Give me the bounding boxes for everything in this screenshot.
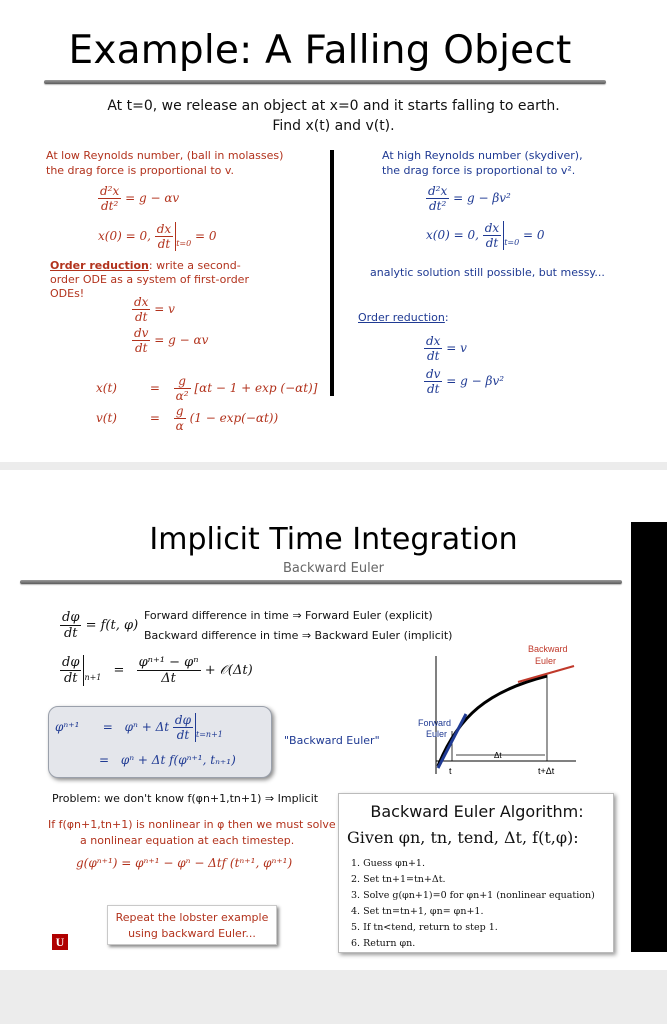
high-sys1-denominator: dt: [426, 349, 440, 363]
high-system-eq1: [424, 334, 467, 363]
box-eq1: =: [102, 720, 113, 734]
high-ode-rhs: = g − βv²: [453, 191, 511, 205]
box-r1-sub: t=n+1: [196, 730, 223, 739]
high-ode-equation: [426, 184, 511, 213]
high-reynolds-heading-line2: the drag force is proportional to v².: [382, 164, 576, 177]
ode-rhs: = g − αv: [125, 191, 180, 205]
sys1-rhs: = v: [154, 302, 175, 316]
logo-letter: U: [55, 935, 65, 949]
sol-x-denominator: α²: [175, 389, 189, 403]
sol-x-lhs: x(t): [96, 381, 117, 395]
algorithm-step: 1. Guess φn+1.: [351, 858, 425, 869]
ic-denominator: dt: [157, 237, 171, 251]
high-reynolds-heading: [382, 148, 583, 178]
low-system-eq1: [132, 295, 175, 324]
slide-subtitle: Backward Euler: [282, 561, 385, 576]
sys2-numerator: dv: [134, 326, 149, 340]
slide-title: Implicit Time Integration: [149, 522, 518, 557]
high-ic-position: x(0) = 0,: [426, 228, 479, 242]
graph-label-dt: Δt: [494, 751, 502, 760]
sol-v-lhs: v(t): [96, 411, 117, 425]
high-sys1-numerator: dx: [426, 334, 441, 348]
nonlinear-text-2: a nonlinear equation at each timestep.: [80, 834, 295, 847]
high-sys2-denominator: dt: [426, 382, 440, 396]
graph-tick-tdt: t+Δt: [538, 766, 555, 776]
ic-numerator: dx: [156, 222, 172, 236]
box-line-2: [91, 753, 236, 767]
fd-denominator: dt: [63, 671, 78, 686]
sol-x-eq: =: [149, 381, 160, 395]
fd-rhs-denominator: Δt: [161, 671, 176, 686]
backward-euler-quote: "Backward Euler": [284, 734, 380, 747]
column-divider: [330, 150, 334, 396]
algorithm-step: 5. If tn<tend, return to step 1.: [351, 922, 498, 933]
high-sys2-numerator: dv: [426, 367, 441, 381]
ode-numerator: d²x: [100, 184, 120, 198]
low-initial-conditions: [98, 222, 217, 251]
ic-eval-sub: t=0: [176, 239, 192, 248]
fd-equals: =: [113, 663, 125, 678]
ode-denominator: dt²: [100, 199, 119, 213]
backward-euler-box: [48, 706, 272, 778]
sol-x-numerator: g: [174, 374, 191, 389]
high-ode-numerator: d²x: [428, 184, 448, 198]
sol-v-numerator: g: [174, 404, 186, 419]
intro-text: [0, 96, 667, 136]
box-eq2: =: [98, 753, 110, 767]
slide-falling-object: [0, 0, 667, 462]
backward-euler-algorithm-box: [338, 793, 614, 953]
sys1-denominator: dt: [134, 310, 148, 324]
algorithm-title: Backward Euler Algorithm:: [370, 802, 584, 821]
fd-numerator: dφ: [62, 655, 80, 670]
high-order-reduction-colon: :: [444, 311, 449, 324]
finite-difference-eq: [60, 655, 253, 686]
algorithm-steps: [351, 856, 595, 952]
sol-v-rhs: (1 − exp(−αt)): [189, 411, 279, 425]
problem-text: Problem: we don't know f(φn+1,tn+1) ⇒ Implicit: [52, 792, 319, 805]
graph-curve: [438, 676, 547, 766]
sys2-rhs: = g − αv: [154, 333, 209, 347]
ic-rhs: = 0: [195, 229, 217, 243]
ic-position: x(0) = 0,: [98, 229, 151, 243]
fd-error-term: + 𝒪(Δt): [204, 663, 253, 678]
backward-difference-text: Backward difference in time ⇒ Backward Euler (implicit): [144, 629, 453, 642]
def-rhs: = f(t, φ): [85, 618, 139, 633]
graph-tick-t: t: [449, 766, 452, 776]
high-initial-conditions: [426, 221, 545, 250]
algorithm-given: Given φn, tn, tend, Δt, f(t,φ):: [347, 828, 579, 847]
order-reduction-text1: : write a second-: [148, 259, 241, 272]
def-denominator: dt: [63, 626, 78, 641]
low-reynolds-heading: [46, 148, 283, 178]
high-order-reduction-label: Order reduction: [358, 311, 445, 324]
def-numerator: dφ: [62, 610, 80, 625]
graph-label-backward-2: Euler: [535, 656, 557, 666]
high-sys1-rhs: = v: [446, 341, 467, 355]
box-lhs: φⁿ⁺¹: [55, 720, 80, 734]
backward-euler-graph: [408, 636, 628, 781]
lobster-line-2: using backward Euler...: [128, 927, 256, 940]
slide-title: Example: A Falling Object: [68, 28, 572, 73]
sys2-denominator: dt: [134, 341, 148, 355]
high-ic-rhs: = 0: [523, 228, 545, 242]
ode-definition: [60, 610, 138, 641]
intro-line-1: At t=0, we release an object at x=0 and it starts falling to earth.: [107, 98, 560, 114]
algorithm-step: 2. Set tn+1=tn+Δt.: [351, 874, 446, 885]
high-ode-denominator: dt²: [428, 199, 447, 213]
graph-label-forward-1: Forward: [418, 718, 452, 728]
high-ic-denominator: dt: [485, 236, 499, 250]
order-reduction-text3: ODEs!: [50, 287, 85, 300]
university-logo: [52, 934, 68, 950]
box-r1a: φⁿ + Δt: [124, 720, 170, 734]
box-r1-denominator: dt: [176, 728, 190, 742]
lobster-example-note: [107, 905, 277, 945]
high-order-reduction: [358, 311, 449, 324]
forward-difference-text: Forward difference in time ⇒ Forward Euler (explicit): [144, 609, 433, 622]
solution-v: [96, 404, 278, 433]
fd-rhs-numerator: φⁿ⁺¹ − φⁿ: [138, 655, 199, 670]
low-ode-equation: [98, 184, 179, 213]
box-r2: φⁿ + Δt f(φⁿ⁺¹, tₙ₊₁): [120, 753, 236, 767]
low-reynolds-heading-line1: At low Reynolds number, (ball in molasses): [46, 149, 284, 162]
algorithm-step: 6. Return φn.: [351, 938, 416, 949]
algorithm-step: 4. Set tn=tn+1, φn= φn+1.: [351, 906, 484, 917]
sys1-numerator: dx: [134, 295, 149, 309]
analytic-note: analytic solution still possible, but messy...: [370, 266, 605, 279]
fd-eval-sub: n+1: [84, 673, 102, 682]
high-sys2-rhs: = g − βv²: [446, 374, 505, 388]
nonlinear-text-1: If f(φn+1,tn+1) is nonlinear in φ then we must solve: [48, 818, 336, 831]
lobster-line-1: Repeat the lobster example: [115, 911, 269, 924]
g-equation: g(φⁿ⁺¹) = φⁿ⁺¹ − φⁿ − Δtf (tⁿ⁺¹, φⁿ⁺¹): [76, 856, 293, 870]
algorithm-step: 3. Solve g(φn+1)=0 for φn+1 (nonlinear equation): [351, 890, 595, 901]
low-reynolds-heading-line2: the drag force is proportional to v.: [46, 164, 235, 177]
high-reynolds-heading-line1: At high Reynolds number (skydiver),: [382, 149, 583, 162]
high-system-eq2: [424, 367, 504, 396]
sol-x-rhs: [αt − 1 + exp (−αt)]: [194, 381, 318, 395]
intro-line-2: Find x(t) and v(t).: [272, 118, 395, 134]
order-reduction-text2: order ODE as a system of first-order: [50, 273, 249, 286]
high-ic-eval-sub: t=0: [504, 238, 520, 247]
high-ic-numerator: dx: [484, 221, 500, 235]
black-side-bar: [631, 522, 667, 952]
sol-v-eq: =: [149, 411, 160, 425]
graph-label-forward-2: Euler: [426, 729, 448, 739]
sol-v-denominator: α: [175, 419, 184, 433]
title-rule: [44, 80, 606, 84]
low-system-eq2: [132, 326, 208, 355]
solution-x: [96, 374, 317, 403]
graph-label-backward-1: Backward: [528, 644, 568, 654]
title-rule: [20, 580, 622, 584]
graph-backward-euler-line: [518, 666, 574, 682]
order-reduction-label: Order reduction: [50, 259, 149, 272]
box-line-1: [55, 713, 223, 742]
box-r1-numerator: dφ: [174, 713, 192, 727]
